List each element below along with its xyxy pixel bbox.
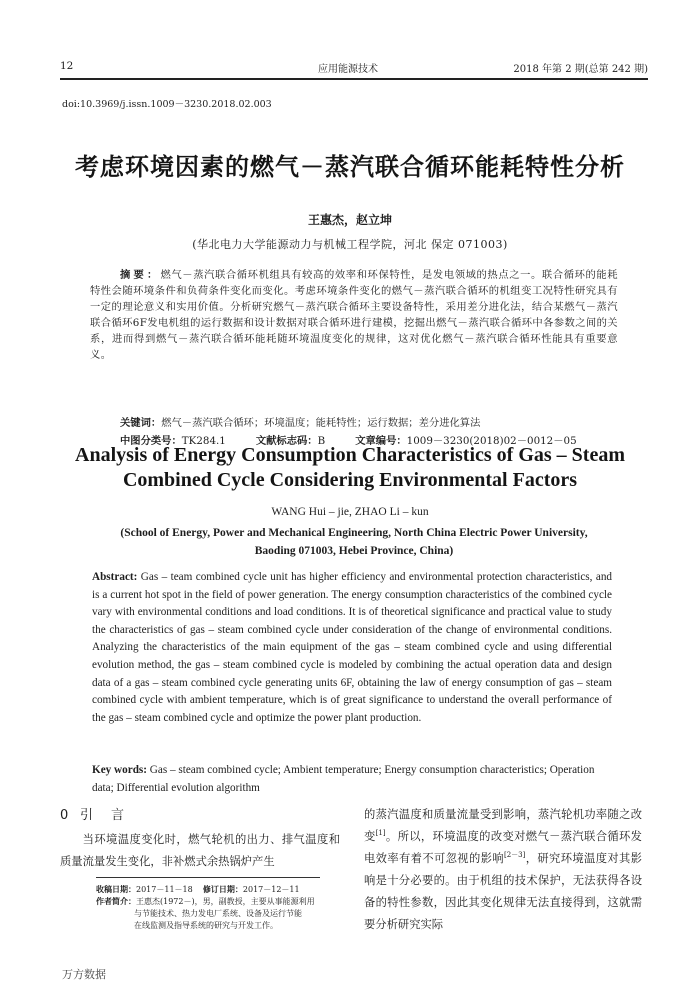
received-date: 2017－11－18 [136, 885, 193, 894]
author-bio-label: 作者简介： [96, 897, 136, 906]
abstract-chinese-label: 摘要： [120, 269, 161, 281]
authors-chinese: 王惠杰，赵立坤 [307, 213, 392, 227]
title-chinese: 考虑环境因素的燃气－蒸汽联合循环能耗特性分析 [75, 153, 625, 181]
keywords-chinese-label: 关键词： [120, 417, 162, 429]
footnote [96, 884, 346, 932]
intro-text-part3: ，研究环境温度对其影响是十分必要的。由于机组的技术保护，无法获得各设备的特性参数，因此其变化规律无法直接得到，这就需要分析研究实际 [364, 852, 642, 931]
section-heading [60, 804, 340, 826]
author-bio-line3: 在线监测及指导系统的研究与开发工作。 [134, 921, 278, 930]
citation-2-3[interactable]: [2－3] [503, 851, 526, 860]
authors-english: WANG Hui – jie, ZHAO Li – kun [271, 506, 429, 518]
title-english-line2: Combined Cycle Considering Environmental Factors [122, 469, 578, 491]
intro-text-part1: 的蒸汽温度和质量流量受到影响，蒸汽轮机功率随之改变 [364, 808, 642, 843]
footnote-dates [96, 884, 346, 896]
revised-label: 修订日期： [202, 885, 243, 894]
affiliation-chinese: (华北电力大学能源动力与机械工程学院，河北 保定 071003) [192, 238, 508, 251]
keywords-english-label: Key words: [92, 764, 147, 776]
page-number: 12 [60, 60, 74, 72]
doi: doi:10.3969/j.issn.1009－3230.2018.02.003 [62, 99, 272, 110]
author-bio-line1: 王惠杰(1972－)，男，副教授，主要从事能源利用 [136, 897, 315, 906]
revised-date: 2017－12－11 [242, 885, 300, 894]
intro-paragraph-left: 当环境温度变化时，燃气轮机的出力、排气温度和质量流量发生变化，非补燃式余热锅炉产生 [60, 833, 340, 868]
watermark: 万方数据 [62, 968, 106, 981]
title-english [0, 443, 700, 493]
abstract-english [92, 569, 612, 727]
issue-info: 2018 年第 2 期(总第 242 期) [513, 64, 648, 75]
article-number-label: 文章编号： [355, 435, 407, 447]
received-label: 收稿日期： [96, 885, 136, 894]
article-number: 1009－3230(2018)02－0012－05 [406, 435, 577, 447]
footnote-rule [96, 877, 320, 878]
citation-1[interactable]: [1] [375, 829, 386, 838]
abstract-chinese [90, 267, 618, 363]
title-english-line1: Analysis of Energy Consumption Characteristics of Gas – Steam [75, 444, 625, 466]
footnote-author [96, 896, 346, 908]
keywords-chinese-text: 燃气－蒸汽联合循环；环境温度；能耗特性；运行数据；差分进化算法 [161, 417, 481, 429]
doc-code-label: 文献标志码： [255, 435, 318, 447]
keywords-english-text: Gas – steam combined cycle; Ambient temperature; Energy consumption characteristics; Operation data; Differential evolution algorithm [92, 764, 595, 794]
running-header [60, 60, 648, 76]
abstract-english-label: Abstract: [92, 571, 138, 583]
clc-number: TK284.1 [181, 435, 226, 447]
keywords-english [92, 762, 612, 797]
affiliation-english [80, 524, 628, 560]
doc-code: B [317, 435, 326, 447]
author-bio-line2: 与节能技术、热力发电厂系统、设备及运行节能 [134, 909, 302, 918]
journal-name: 应用能源技术 [318, 64, 378, 75]
section-title-a: 引 [80, 808, 94, 823]
affiliation-english-line2: Baoding 071003, Hebei Province, China) [254, 545, 454, 557]
keywords-chinese [120, 414, 620, 429]
abstract-chinese-text: 燃气－蒸汽联合循环机组具有较高的效率和环保特性，是发电领域的热点之一。联合循环的能耗特性会随环境条件和负荷条件变化而变化。考虑环境条件变化的燃气－蒸汽联合循环的机组变工况特性研究具有一定的理论意义和实用价值。分析研究燃气－蒸汽联合循环主要设备特性，采用差分进化法，结合某燃气－蒸汽联合循环6F发电机组的运行数据和设计数据对联合循环进行建模，挖掘出燃气－蒸汽联合循环中各参数之间的关系，进而得到燃气－蒸汽联合循环能耗随环境温度变化的规律，这对优化燃气－蒸汽联合循环性能具有重要意义。 [90, 269, 618, 361]
clc-label: 中图分类号： [120, 435, 182, 447]
intro-text-part2: 。所以，环境温度的改变对燃气－蒸汽联合循环发电效率有着不可忽视的影响 [364, 830, 642, 865]
body-left-column [60, 804, 340, 873]
affiliation-english-line1: (School of Energy, Power and Mechanical Engineering, North China Electric Power University, [120, 527, 588, 539]
header-rule [60, 78, 648, 80]
abstract-english-text: Gas – team combined cycle unit has higher efficiency and environmental protection characteristics, and is a current hot spot in the field of power generation. The energy consumption characteristics of the combined cycle vary with environmental conditions and load conditions. It is of theoretical significance and practical value to study the characteristics of gas – steam combined cycle under consideration of the change of environmental conditions. Analyzing the characteristics of the main equipment of the gas – steam combined cycle and using differential evolution method, the gas – steam combined cycle is modeled by combining the actual operation data and design data of a gas – steam combined cycle generating units 6F, obtaining the law of energy consumption of gas – steam combined cycle with ambient temperature, which is of great significance to understand the overall performance of the gas – steam combined cycle and optimize the power plant production. [92, 571, 613, 724]
section-title-b: 言 [111, 808, 125, 823]
body-right-column [364, 804, 642, 936]
section-number: 0 [60, 808, 69, 823]
